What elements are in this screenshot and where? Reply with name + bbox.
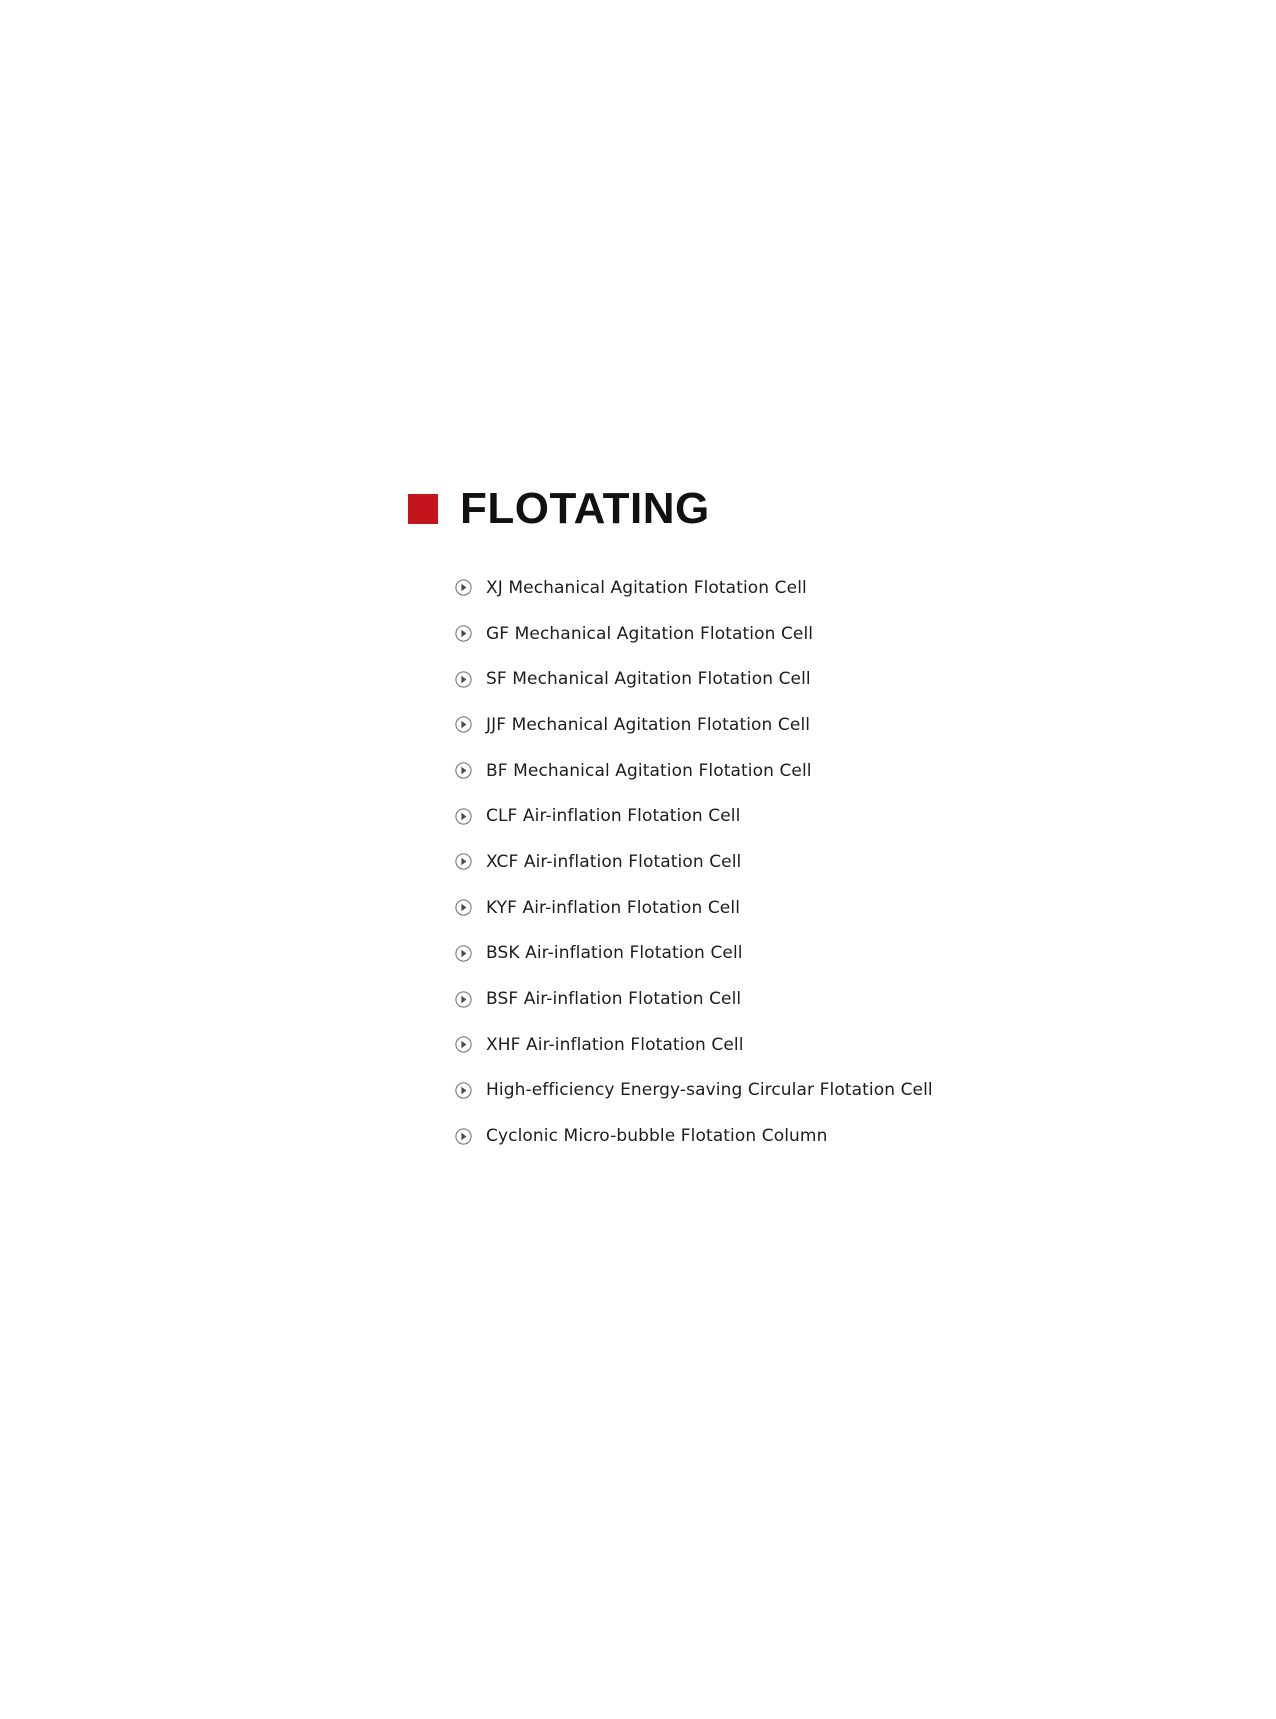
list-item[interactable]: [408, 1113, 1008, 1159]
list-item-label: BSK Air-inflation Flotation Cell: [486, 943, 743, 964]
list-item-label: GF Mechanical Agitation Flotation Cell: [486, 623, 814, 644]
circled-play-arrow-icon: [455, 808, 472, 825]
circled-play-arrow-icon: [455, 899, 472, 916]
circled-play-arrow-icon: [455, 671, 472, 688]
list-item[interactable]: [408, 748, 1008, 794]
list-item[interactable]: [408, 702, 1008, 748]
content-block: [408, 484, 1008, 1159]
list-item[interactable]: [408, 793, 1008, 839]
list-item[interactable]: [408, 565, 1008, 611]
circled-play-arrow-icon: [455, 1128, 472, 1145]
circled-play-arrow-icon: [455, 853, 472, 870]
list-item-label: SF Mechanical Agitation Flotation Cell: [486, 669, 811, 690]
red-square-marker-icon: [408, 494, 438, 524]
circled-play-arrow-icon: [455, 716, 472, 733]
list-item-label: High-efficiency Energy-saving Circular Flotation Cell: [486, 1080, 933, 1101]
list-item[interactable]: [408, 611, 1008, 657]
circled-play-arrow-icon: [455, 1082, 472, 1099]
list-item[interactable]: [408, 656, 1008, 702]
list-item-label: KYF Air-inflation Flotation Cell: [486, 897, 741, 918]
product-list: [408, 565, 1008, 1159]
circled-play-arrow-icon: [455, 625, 472, 642]
list-item-label: CLF Air-inflation Flotation Cell: [486, 806, 741, 827]
list-item-label: BSF Air-inflation Flotation Cell: [486, 989, 742, 1010]
circled-play-arrow-icon: [455, 1036, 472, 1053]
list-item[interactable]: [408, 885, 1008, 931]
list-item-label: XCF Air-inflation Flotation Cell: [486, 851, 742, 872]
circled-play-arrow-icon: [455, 945, 472, 962]
list-item-label: XJ Mechanical Agitation Flotation Cell: [486, 577, 807, 598]
circled-play-arrow-icon: [455, 579, 472, 596]
page-title: [408, 484, 1008, 533]
circled-play-arrow-icon: [455, 991, 472, 1008]
list-item[interactable]: [408, 1068, 1008, 1114]
list-item[interactable]: [408, 931, 1008, 977]
list-item[interactable]: [408, 839, 1008, 885]
list-item-label: JJF Mechanical Agitation Flotation Cell: [486, 714, 811, 735]
circled-play-arrow-icon: [455, 762, 472, 779]
list-item[interactable]: [408, 1022, 1008, 1068]
list-item-label: BF Mechanical Agitation Flotation Cell: [486, 760, 812, 781]
list-item-label: Cyclonic Micro-bubble Flotation Column: [486, 1126, 828, 1147]
page-title-text: FLOTATING: [460, 484, 710, 533]
list-item-label: XHF Air-inflation Flotation Cell: [486, 1034, 744, 1055]
list-item[interactable]: [408, 976, 1008, 1022]
